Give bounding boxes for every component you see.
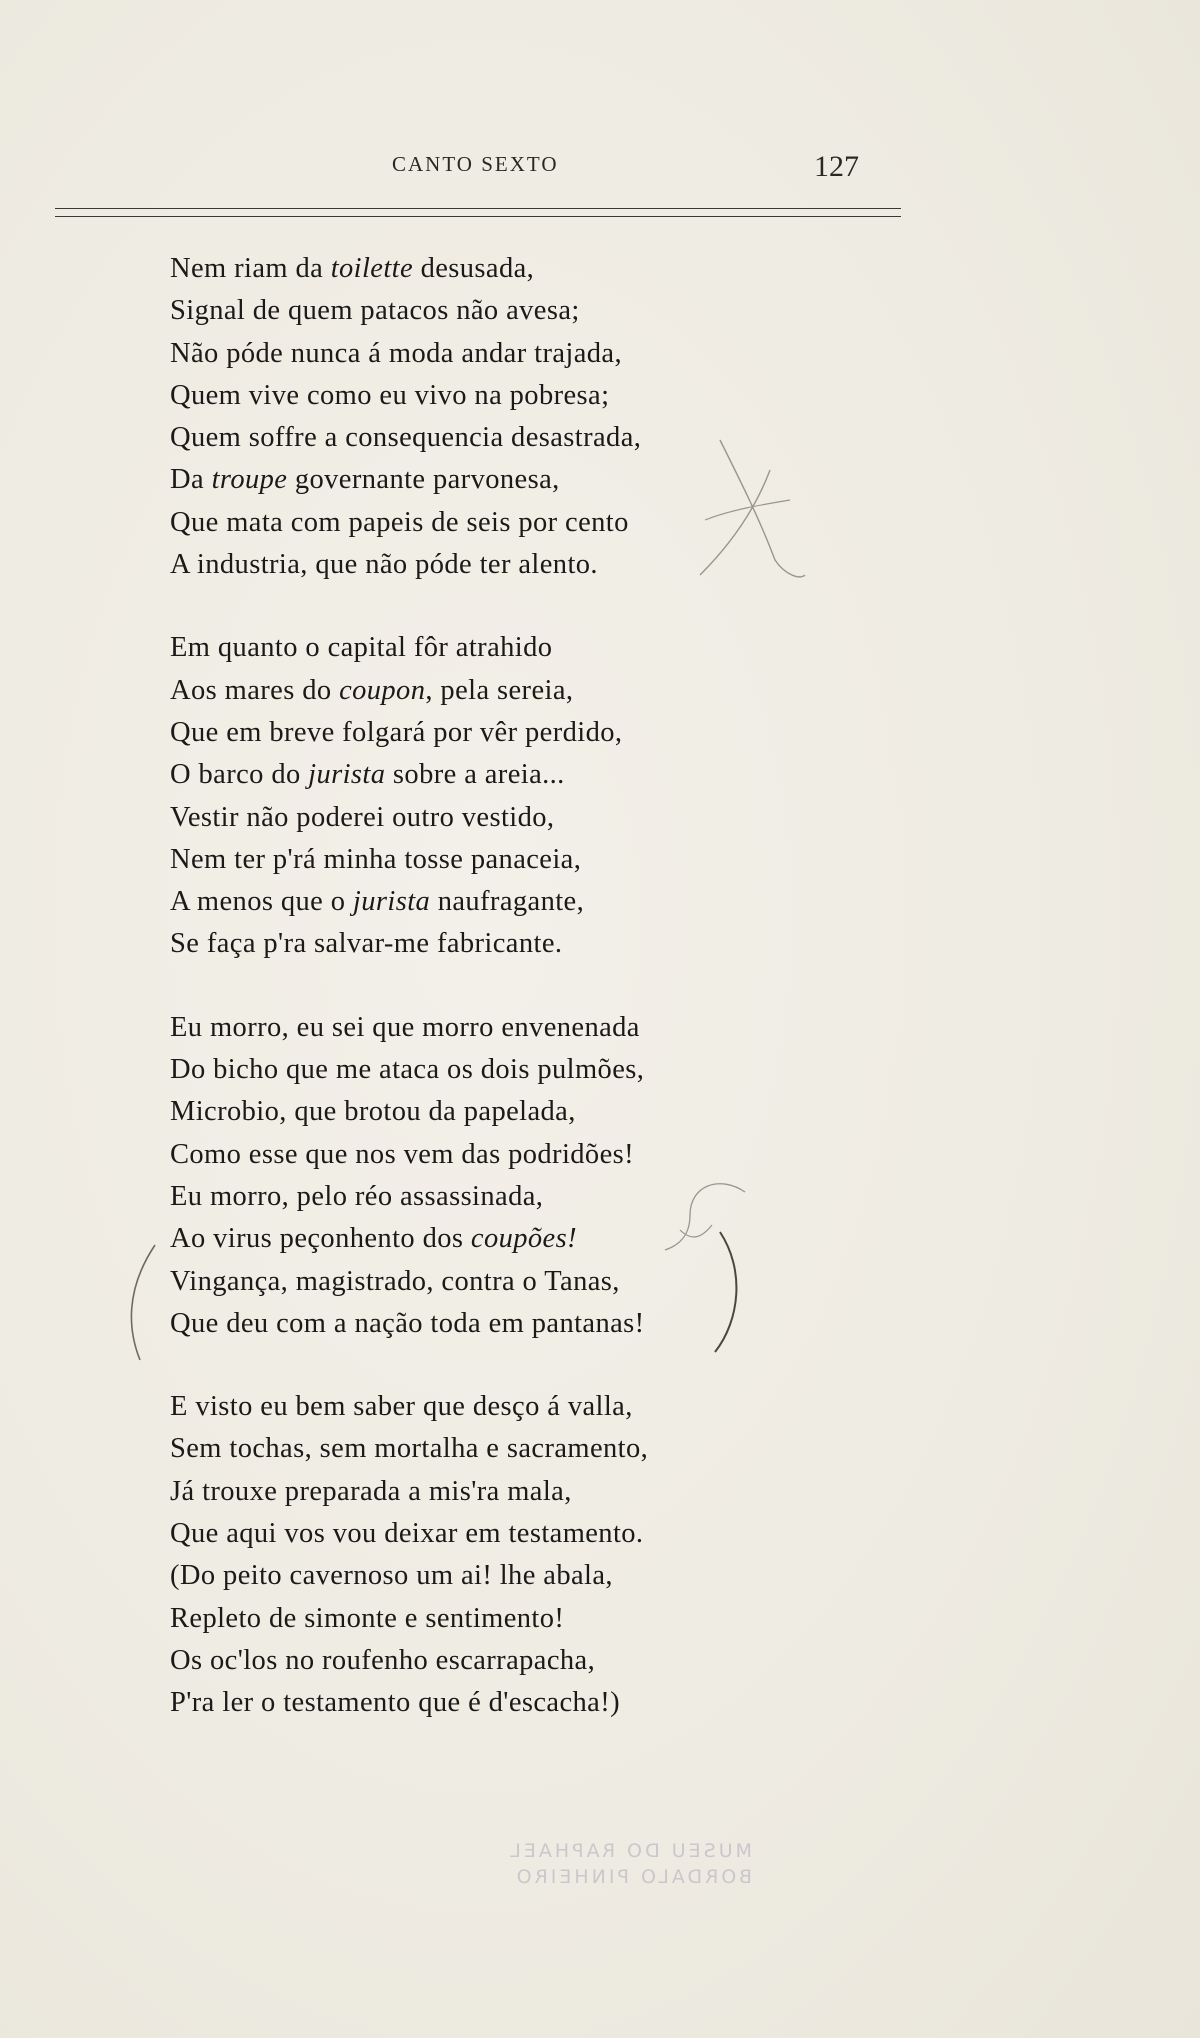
verse-text: Já trouxe preparada a mis'ra mala, <box>170 1475 572 1507</box>
verse-text: Quem soffre a consequencia desastrada, <box>170 422 642 454</box>
verse-text: desusada, <box>413 253 535 284</box>
verse-italic-text: jurista <box>352 886 431 918</box>
verse-line <box>170 1176 750 1218</box>
verse-line <box>170 1428 750 1470</box>
verse-text: Quem vive como eu vivo na pobresa; <box>170 379 610 411</box>
verse-line <box>170 1471 750 1513</box>
verse-text: A industria, que não póde ter alento. <box>170 549 598 581</box>
stanza <box>170 1007 750 1345</box>
verse-line <box>170 754 750 796</box>
stanza <box>170 248 750 586</box>
verse-line <box>170 1303 750 1345</box>
verse-text: naufragante, <box>430 886 585 918</box>
stanza <box>170 1386 750 1724</box>
verse-text: Que em breve folgará por vêr perdido, <box>170 716 623 748</box>
verse-text: Que aqui vos vou deixar em testamento. <box>170 1518 644 1550</box>
verse-text: sobre a areia... <box>385 759 565 791</box>
stamp-line-1: MUSEU DO RAPHAEL <box>507 1840 752 1862</box>
verse-text: P'ra ler o testamento que é d'escacha!) <box>170 1687 621 1719</box>
verse-line <box>170 459 750 501</box>
verse-text: governante parvonesa, <box>287 464 560 496</box>
verse-line <box>170 712 750 754</box>
verse-line <box>170 1134 750 1176</box>
stamp-line-2: BORDALO PINHEIRO <box>513 1866 752 1888</box>
verse-text: Ao virus peçonhento dos <box>170 1223 471 1255</box>
verse-text: Que mata com papeis de seis por cento <box>170 506 629 538</box>
verse-line <box>170 881 750 923</box>
verse-text: Eu morro, pelo réo assassinada, <box>170 1180 544 1212</box>
stanza <box>170 627 750 965</box>
verse-line <box>170 1598 750 1640</box>
verse-text: Como esse que nos vem das podridões! <box>170 1138 634 1170</box>
verse-text: E visto eu bem saber que desço á valla, <box>170 1391 633 1423</box>
verse-line <box>170 544 750 586</box>
verse-text: O barco do <box>170 759 309 791</box>
verse-text: Microbio, que brotou da papelada, <box>170 1096 576 1128</box>
verse-italic-text: coupon <box>339 674 426 706</box>
verse-line <box>170 1640 750 1682</box>
poem-body <box>170 248 750 1766</box>
verse-text: Se faça p'ra salvar-me fabricante. <box>170 928 563 960</box>
header-rule-bottom <box>55 216 901 217</box>
page-number: 127 <box>814 150 859 183</box>
verse-line <box>170 375 750 417</box>
verse-text: Eu morro, eu sei que morro envenenada <box>170 1011 640 1043</box>
verse-italic-text: jurista <box>308 759 386 791</box>
verse-text: Nem riam da <box>170 253 331 284</box>
verse-line <box>170 1007 750 1049</box>
verse-line <box>170 1555 750 1597</box>
verse-line <box>170 333 750 375</box>
verse-line <box>170 1218 750 1260</box>
verse-line <box>170 923 750 965</box>
verse-text: Que deu com a nação toda em pantanas! <box>170 1307 645 1339</box>
verse-line <box>170 1513 750 1555</box>
verse-line <box>170 797 750 839</box>
verse-text: Do bicho que me ataca os dois pulmões, <box>170 1054 645 1086</box>
verse-line <box>170 1261 750 1303</box>
verse-line <box>170 670 750 712</box>
verse-italic-text: troupe <box>211 464 288 496</box>
verse-text: Os oc'los no roufenho escarrapacha, <box>170 1644 596 1676</box>
verse-text: Vingança, magistrado, contra o Tanas, <box>170 1265 620 1297</box>
verse-line <box>170 1091 750 1133</box>
verse-text: Repleto de simonte e sentimento! <box>170 1602 565 1634</box>
verse-line <box>170 1049 750 1091</box>
verse-line <box>170 248 750 290</box>
verse-text: A menos que o <box>170 886 353 918</box>
verse-text: Da <box>170 464 212 496</box>
verse-italic-text: coupões! <box>470 1223 577 1255</box>
header-rule-top <box>55 208 901 209</box>
verse-text: , pela sereia, <box>425 674 574 706</box>
verse-line <box>170 1386 750 1428</box>
verse-text: Não póde nunca á moda andar trajada, <box>170 337 622 369</box>
verse-line <box>170 417 750 459</box>
verse-text: Sem tochas, sem mortalha e sacramento, <box>170 1433 649 1465</box>
library-stamp <box>492 1838 752 1898</box>
verse-text: Em quanto o capital fôr atrahido <box>170 632 553 664</box>
verse-italic-text: toilette <box>330 253 414 284</box>
verse-line <box>170 1682 750 1724</box>
pencil-left-bracket <box>131 1245 155 1360</box>
verse-line <box>170 290 750 332</box>
verse-line <box>170 627 750 669</box>
verse-text: Nem ter p'rá minha tosse panaceia, <box>170 843 582 875</box>
verse-line <box>170 839 750 881</box>
verse-line <box>170 502 750 544</box>
verse-text: Aos mares do <box>170 674 340 706</box>
verse-text: Vestir não poderei outro vestido, <box>170 801 555 833</box>
verse-text: (Do peito cavernoso um ai! lhe abala, <box>170 1560 613 1592</box>
running-title: CANTO SEXTO <box>392 152 559 176</box>
verse-text: Signal de quem patacos não avesa; <box>170 295 580 327</box>
